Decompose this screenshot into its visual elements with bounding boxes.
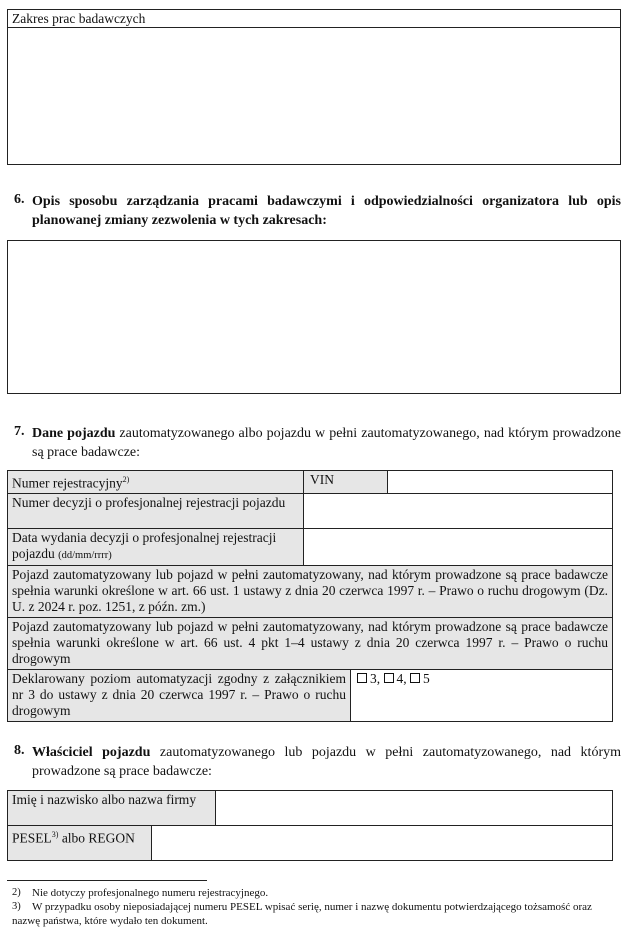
decision-number-label: Numer decyzji o profesjonalnej rejestracji pojazdu bbox=[8, 493, 304, 528]
section-7-number: 7. bbox=[14, 424, 25, 439]
section-8-heading bbox=[32, 743, 621, 781]
conditions-66-1[interactable]: Pojazd zautomatyzowany lub pojazd w pełni zautomatyzowany, nad którym prowadzone są prace badawcze spełnia warunki określone w art. 66 ust. 1 ustawy z dnia 20 czerwca 1997 r. – Prawo o ruchu drogowym (Dz. U. z 2024 r. poz. 1251, z późn. zm.) bbox=[8, 565, 613, 617]
level-4-checkbox[interactable]: 4, bbox=[384, 671, 407, 686]
reg-number-label: Numer rejestracyjny$^{2)}$ bbox=[8, 471, 304, 494]
level-3-checkbox[interactable]: 3, bbox=[357, 671, 380, 686]
vehicle-data-table bbox=[7, 470, 613, 722]
section-8-rest: zautomatyzowanego lub pojazdu w pełni zautomatyzowanego, nad którym prowadzone są prace badawcze: bbox=[32, 745, 621, 779]
vin-label: VIN bbox=[304, 471, 388, 494]
pesel-field[interactable] bbox=[152, 826, 613, 861]
checkbox-icon bbox=[384, 673, 394, 683]
section-8-bold: Właściciel pojazdu bbox=[32, 745, 151, 760]
decision-number-field[interactable] bbox=[304, 493, 613, 528]
section-6-answer-box[interactable] bbox=[7, 240, 621, 394]
section-6-text: Opis sposobu zarządzania pracami badawczymi i odpowiedzialności organizatora lub opis planowanej zmiany zezwolenia w tych zakresach: bbox=[32, 194, 621, 228]
issue-date-field[interactable] bbox=[304, 528, 613, 565]
automation-level-label: Deklarowany poziom automatyzacji zgodny z załącznikiem nr 3 do ustawy z dnia 20 czerwca 1997 r. – Prawo o ruchu drogowym bbox=[8, 669, 351, 721]
vin-field[interactable] bbox=[388, 471, 613, 494]
section-8-number: 8. bbox=[14, 743, 25, 758]
research-scope-box[interactable] bbox=[7, 9, 621, 165]
research-scope-label: Zakres prac badawczych bbox=[12, 11, 146, 26]
research-scope-divider bbox=[8, 27, 620, 28]
owner-name-label: Imię i nazwisko albo nazwa firmy bbox=[8, 791, 216, 826]
section-7-bold: Dane pojazdu bbox=[32, 426, 116, 441]
automation-level-options bbox=[351, 669, 613, 721]
section-6-heading bbox=[32, 192, 621, 230]
section-6-number: 6. bbox=[14, 192, 25, 207]
section-7-rest: zautomatyzowanego albo pojazdu w pełni zautomatyzowanego, nad którym prowadzone są prace badawcze: bbox=[32, 426, 621, 460]
footnote-divider bbox=[7, 880, 207, 881]
footnote-2: 2) Nie dotyczy profesjonalnego numeru rejestracyjnego. bbox=[12, 887, 269, 899]
level-5-checkbox[interactable]: 5 bbox=[410, 671, 430, 686]
pesel-label: PESEL$^{3)}$ albo REGON bbox=[8, 826, 152, 861]
conditions-66-4[interactable]: Pojazd zautomatyzowany lub pojazd w pełni zautomatyzowany, nad którym prowadzone są prace badawcze spełnia warunki określone w art. 66 ust. 4 pkt 1–4 ustawy z dnia 20 czerwca 1997 r. – Prawo o ruchu drogowym bbox=[8, 617, 613, 669]
issue-date-label: Data wydania decyzji o profesjonalnej rejestracji pojazdu (dd/mm/rrrr) bbox=[8, 528, 304, 565]
owner-name-field[interactable] bbox=[216, 791, 613, 826]
owner-table bbox=[7, 790, 613, 861]
footnote-3: 3) W przypadku osoby nieposiadającej numeru PESEL wpisać serię, numer i nazwę dokumentu potwierdzającego tożsamość oraz nazwę państwa, które wydało ten dokument. bbox=[12, 901, 592, 927]
checkbox-icon bbox=[357, 673, 367, 683]
section-7-heading bbox=[32, 424, 621, 462]
checkbox-icon bbox=[410, 673, 420, 683]
